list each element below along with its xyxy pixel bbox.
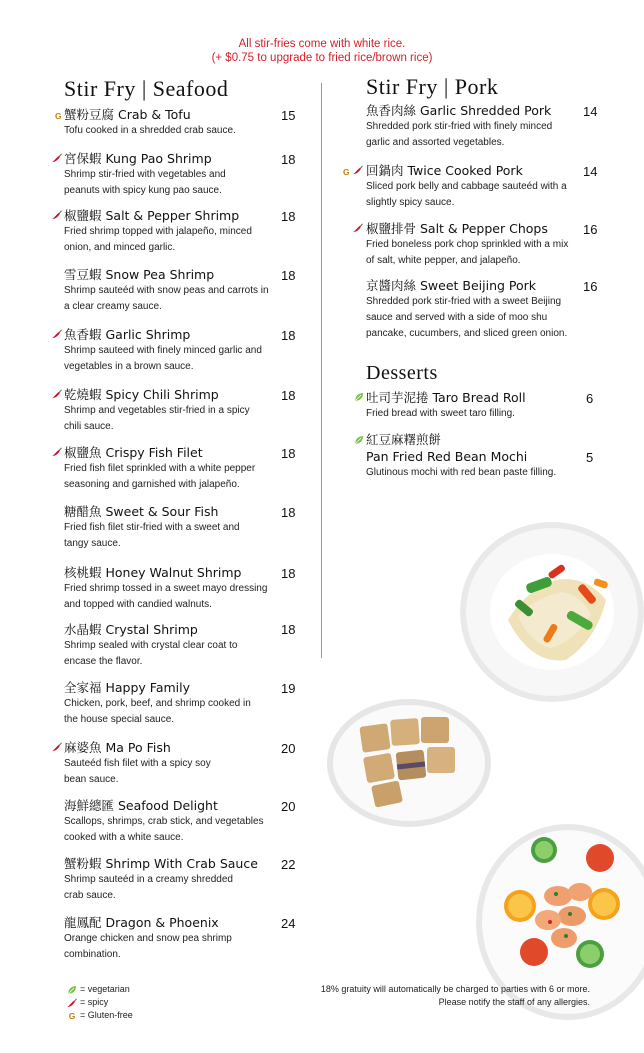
legend-vegetarian	[66, 983, 133, 996]
legend-spicy	[66, 996, 133, 1009]
menu-item-price: 20	[281, 741, 296, 756]
menu-item	[64, 444, 274, 493]
spicy-icon	[52, 447, 62, 457]
menu-item-price: 18	[281, 622, 296, 637]
menu-item	[64, 106, 284, 139]
menu-item-price: 18	[281, 328, 296, 343]
spicy-icon	[353, 165, 363, 175]
menu-item-description: Shrimp sealed with crystal clear coat to encase the flavor.	[64, 640, 238, 667]
menu-item-price: 18	[281, 152, 296, 167]
menu-item-price: 20	[281, 799, 296, 814]
menu-item	[366, 431, 576, 481]
vegetarian-icon	[354, 435, 364, 445]
menu-item-name: 麻婆魚 Ma Po Fish	[64, 740, 171, 755]
menu-item-name: 全家福 Happy Family	[64, 680, 190, 695]
menu-item	[64, 207, 254, 256]
footer-notes	[321, 983, 590, 1009]
section-title-seafood: Stir Fry | Seafood	[64, 76, 229, 101]
rice-notice-line1: All stir-fries come with white rice.	[238, 38, 406, 50]
menu-item-description: Fried fish filet sprinkled with a white pepper seasoning and garnished with jalapeño.	[64, 463, 256, 490]
column-divider	[321, 83, 322, 658]
spicy-icon	[52, 329, 62, 339]
food-photo-taro-bread	[325, 697, 493, 829]
menu-item	[366, 277, 576, 342]
gluten-free-icon: G	[68, 1010, 76, 1021]
menu-item-description: Glutinous mochi with red bean paste filling.	[366, 467, 557, 478]
menu-item-description: Shrimp stir-fried with vegetables and peanuts with spicy kung pao sauce.	[64, 169, 226, 196]
menu-item-description: Shredded pork stir-fried with a sweet Beijing sauce and served with a side of moo shu pancake, cucumbers, and sliced green onion.	[366, 296, 568, 339]
menu-item	[64, 386, 264, 435]
food-photo-shrimp-snow-pea	[456, 520, 644, 706]
menu-item-description: Fried fish filet stir-fried with a sweet and tangy sauce.	[64, 522, 240, 549]
menu-item-name-english: Pan Fried Red Bean Mochi	[366, 449, 528, 464]
menu-item	[64, 739, 229, 788]
gluten-free-icon: G	[343, 167, 350, 177]
menu-item	[64, 564, 274, 613]
menu-item-name: 乾燒蝦 Spicy Chili Shrimp	[64, 387, 219, 402]
menu-item-description: Scallops, shrimps, crab stick, and vegetables cooked with a white sauce.	[64, 816, 264, 843]
menu-item	[366, 162, 571, 211]
menu-item-price: 18	[281, 388, 296, 403]
allergy-note: Please notify the staff of any allergies.	[438, 997, 590, 1007]
menu-item-description: Fried shrimp topped with jalapeño, minced onion, and minced garlic.	[64, 226, 252, 253]
menu-item-name: 糖醋魚 Sweet & Sour Fish	[64, 504, 219, 519]
menu-item-price: 18	[281, 505, 296, 520]
gluten-free-icon: G	[55, 111, 62, 121]
gratuity-note: 18% gratuity will automatically be charged to parties with 6 or more.	[320, 984, 590, 994]
menu-item-price: 6	[586, 391, 594, 406]
menu-item-description: Shredded pork stir-fried with finely minced garlic and assorted vegetables.	[366, 121, 553, 148]
menu-item	[64, 855, 258, 904]
spicy-icon	[66, 998, 78, 1008]
menu-item	[64, 914, 249, 963]
spicy-icon	[52, 210, 62, 220]
menu-item	[64, 150, 254, 199]
menu-item-price: 16	[583, 279, 598, 294]
menu-item-price: 18	[281, 209, 296, 224]
menu-item-description: Sauteéd fish filet with a spicy soy bean sauce.	[64, 758, 211, 785]
menu-item-name: 魚香肉絲 Garlic Shredded Pork	[366, 103, 552, 118]
menu-item-description: Shrimp sauteed with finely minced garlic and vegetables in a brown sauce.	[64, 345, 262, 372]
vegetarian-icon	[66, 985, 78, 995]
legend	[66, 983, 133, 1022]
rice-notice-line2: (+ $0.75 to upgrade to fried rice/brown rice)	[211, 52, 433, 64]
menu-item-name: 蟹粉蝦 Shrimp With Crab Sauce	[64, 856, 258, 871]
menu-item-name: 海鮮總匯 Seafood Delight	[64, 798, 218, 813]
menu-item-price: 18	[281, 446, 296, 461]
section-title-desserts: Desserts	[366, 362, 438, 384]
menu-item-name: 椒鹽蝦 Salt & Pepper Shrimp	[64, 208, 240, 223]
legend-vegetarian-label: = vegetarian	[80, 984, 130, 994]
menu-item-description: Shrimp sauteéd in a creamy shredded crab sauce.	[64, 874, 233, 901]
menu-item	[366, 389, 576, 422]
menu-item-description: Chicken, pork, beef, and shrimp cooked in the house special sauce.	[64, 698, 251, 725]
menu-item	[64, 797, 279, 846]
legend-gluten-free-label: = Gluten-free	[80, 1010, 133, 1020]
menu-item-description: Orange chicken and snow pea shrimp combination.	[64, 933, 232, 960]
legend-gluten-free	[66, 1009, 133, 1022]
menu-item-price: 15	[281, 108, 296, 123]
menu-item-name: 魚香蝦 Garlic Shrimp	[64, 327, 191, 342]
section-title-pork: Stir Fry | Pork	[366, 74, 499, 99]
vegetarian-icon	[354, 392, 364, 402]
menu-item-name: 蟹粉豆腐 Crab & Tofu	[64, 107, 191, 122]
menu-item-price: 14	[583, 104, 598, 119]
menu-item	[64, 326, 279, 375]
menu-item-description: Fried boneless pork chop sprinkled with a mix of salt, white pepper, and jalapeño.	[366, 239, 569, 266]
menu-item-name: 核桃蝦 Honey Walnut Shrimp	[64, 565, 242, 580]
menu-item-price: 19	[281, 681, 296, 696]
menu-item-price: 18	[281, 268, 296, 283]
rice-notice	[0, 37, 644, 65]
menu-item	[366, 220, 576, 269]
menu-item-price: 22	[281, 857, 296, 872]
menu-item-price: 14	[583, 164, 598, 179]
spicy-icon	[52, 742, 62, 752]
menu-item-description: Fried shrimp tossed in a sweet mayo dressing and topped with candied walnuts.	[64, 583, 268, 610]
spicy-icon	[52, 389, 62, 399]
menu-item-description: Shrimp and vegetables stir-fried in a spicy chili sauce.	[64, 405, 250, 432]
menu-item-name: 椒鹽排骨 Salt & Pepper Chops	[366, 221, 548, 236]
menu-item	[64, 266, 274, 315]
menu-item-name: 宮保蝦 Kung Pao Shrimp	[64, 151, 212, 166]
menu-item-name: 龍鳳配 Dragon & Phoenix	[64, 915, 219, 930]
menu-item-description: Fried bread with sweet taro filling.	[366, 408, 515, 419]
menu-item	[64, 679, 254, 728]
menu-item-description: Tofu cooked in a shredded crab sauce.	[64, 125, 236, 136]
menu-item-name: 紅豆麻糬煎餅	[366, 432, 442, 447]
legend-spicy-label: = spicy	[80, 997, 109, 1007]
menu-item-price: 18	[281, 566, 296, 581]
spicy-icon	[353, 223, 363, 233]
menu-item-price: 16	[583, 222, 598, 237]
menu-item-price: 24	[281, 916, 296, 931]
menu-item-name: 回鍋肉 Twice Cooked Pork	[366, 163, 523, 178]
menu-item-name: 雪豆蝦 Snow Pea Shrimp	[64, 267, 215, 282]
menu-item-name: 京醬肉絲 Sweet Beijing Pork	[366, 278, 537, 293]
menu-item	[366, 102, 571, 151]
menu-item-name: 水晶蝦 Crystal Shrimp	[64, 622, 198, 637]
menu-item	[64, 621, 244, 670]
menu-item-name: 吐司芋泥捲 Taro Bread Roll	[366, 390, 526, 405]
menu-item-price: 5	[586, 450, 594, 465]
menu-item-description: Sliced pork belly and cabbage sauteéd with a slightly spicy sauce.	[366, 181, 567, 208]
menu-item-description: Shrimp sauteéd with snow peas and carrots in a clear creamy sauce.	[64, 285, 269, 312]
menu-item-name: 椒鹽魚 Crispy Fish Filet	[64, 445, 203, 460]
spicy-icon	[52, 153, 62, 163]
menu-item	[64, 503, 264, 552]
